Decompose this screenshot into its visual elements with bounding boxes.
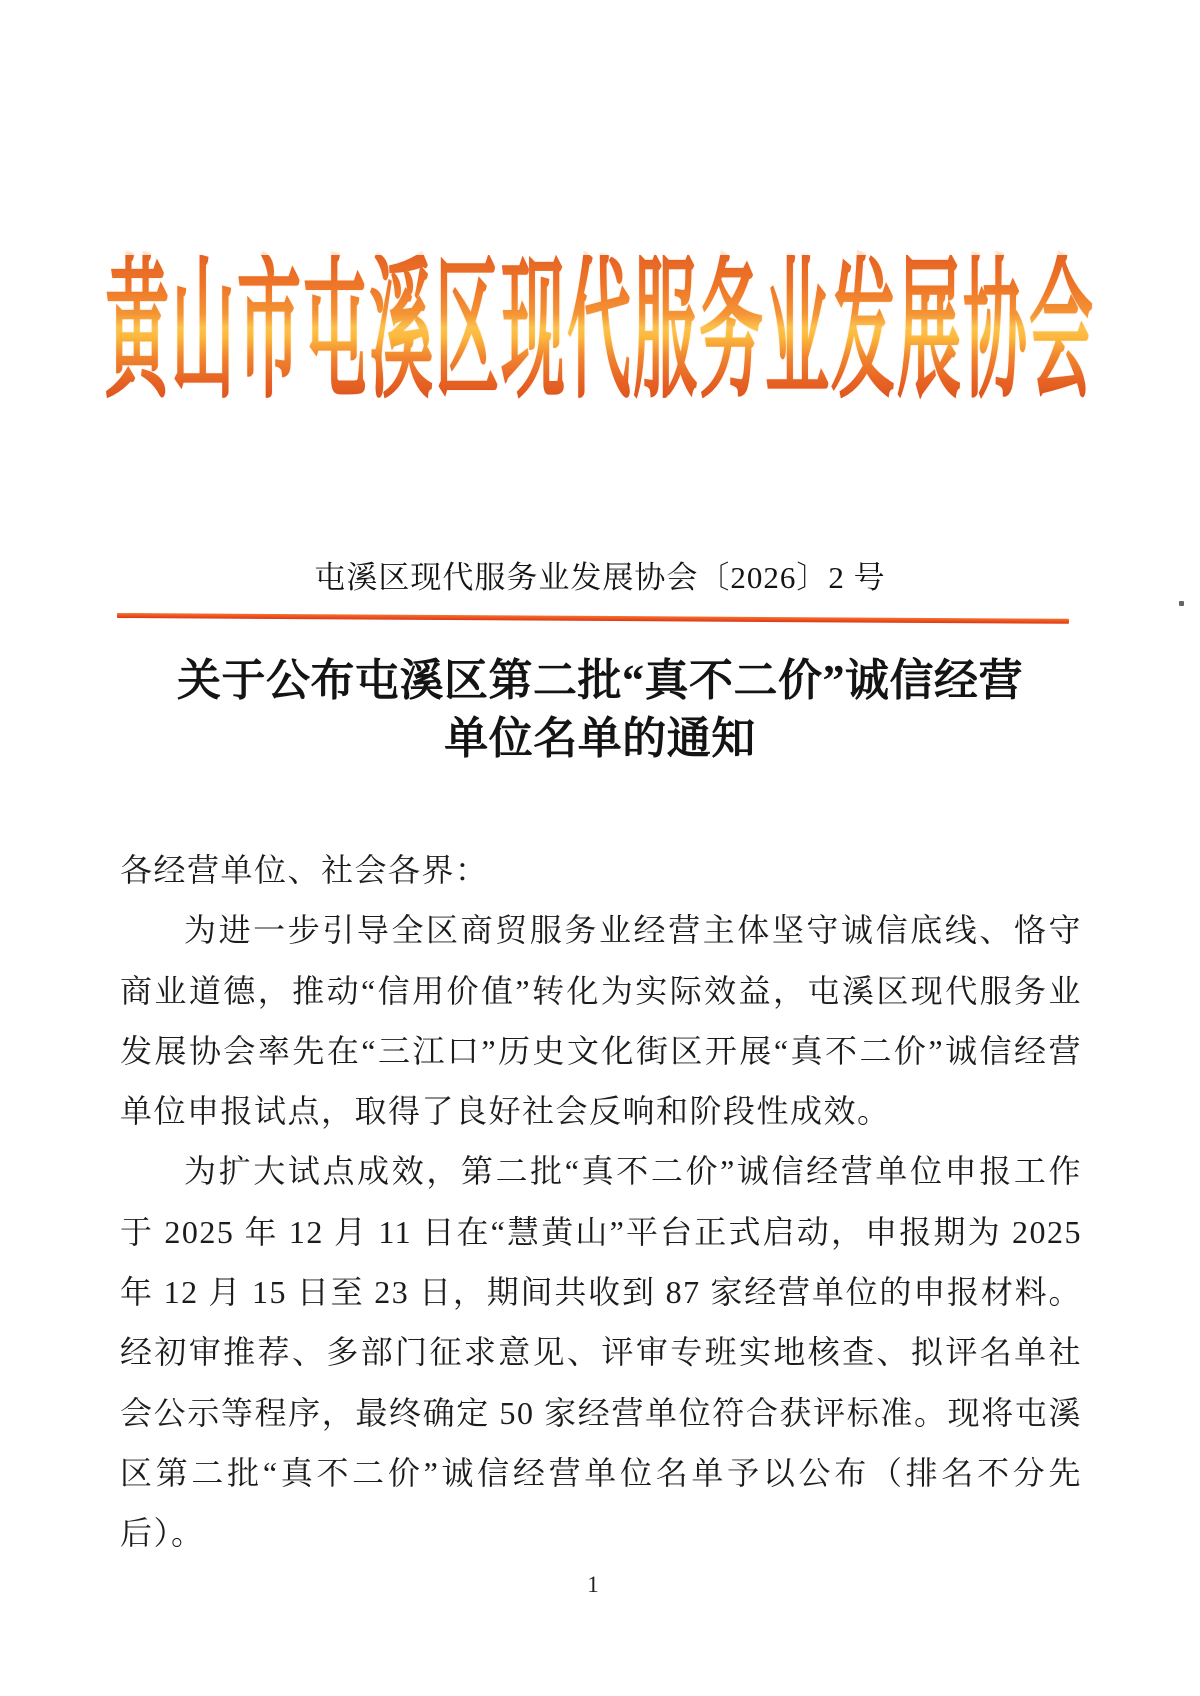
notice-title-line2: 单位名单的通知 <box>444 714 756 763</box>
notice-title <box>0 652 1200 768</box>
org-banner-text: 黄山市屯溪区现代服务业发展协会 <box>105 245 1095 418</box>
doc-number: 屯溪区现代服务业发展协会〔2026〕2 号 <box>314 560 886 595</box>
org-banner <box>0 245 1200 418</box>
salutation: 各经营单位、社会各界： <box>120 852 489 888</box>
page-number: 1 <box>587 1572 599 1597</box>
scan-speckle <box>1179 601 1184 606</box>
notice-title-line1: 关于公布屯溪区第二批“真不二价”诚信经营 <box>177 656 1023 705</box>
paragraph-2: 为扩大试点成效，第二批“真不二价”诚信经营单位申报工作于 2025 年 12 月 11 日在“慧黄山”平台正式启动，申报期为 2025 年 12 月 15 日至 23 日，期间共收到 87 家经营单位的申报材料。经初审推荐、多部门征求意见、评审专班实地核查、拟评名单社会公示等程序，最终确定 50 家经营单位符合获评标准。现将屯溪区第二批“真不二价”诚信经营单位名单予以公布（排名不分先后）。 <box>120 1153 1082 1552</box>
red-divider-line <box>117 613 1069 624</box>
paragraph-1: 为进一步引导全区商贸服务业经营主体坚守诚信底线、恪守商业道德，推动“信用价值”转化为实际效益，屯溪区现代服务业发展协会率先在“三江口”历史文化街区开展“真不二价”诚信经营单位申报试点，取得了良好社会反响和阶段性成效。 <box>120 912 1082 1130</box>
notice-body <box>120 840 1082 1564</box>
